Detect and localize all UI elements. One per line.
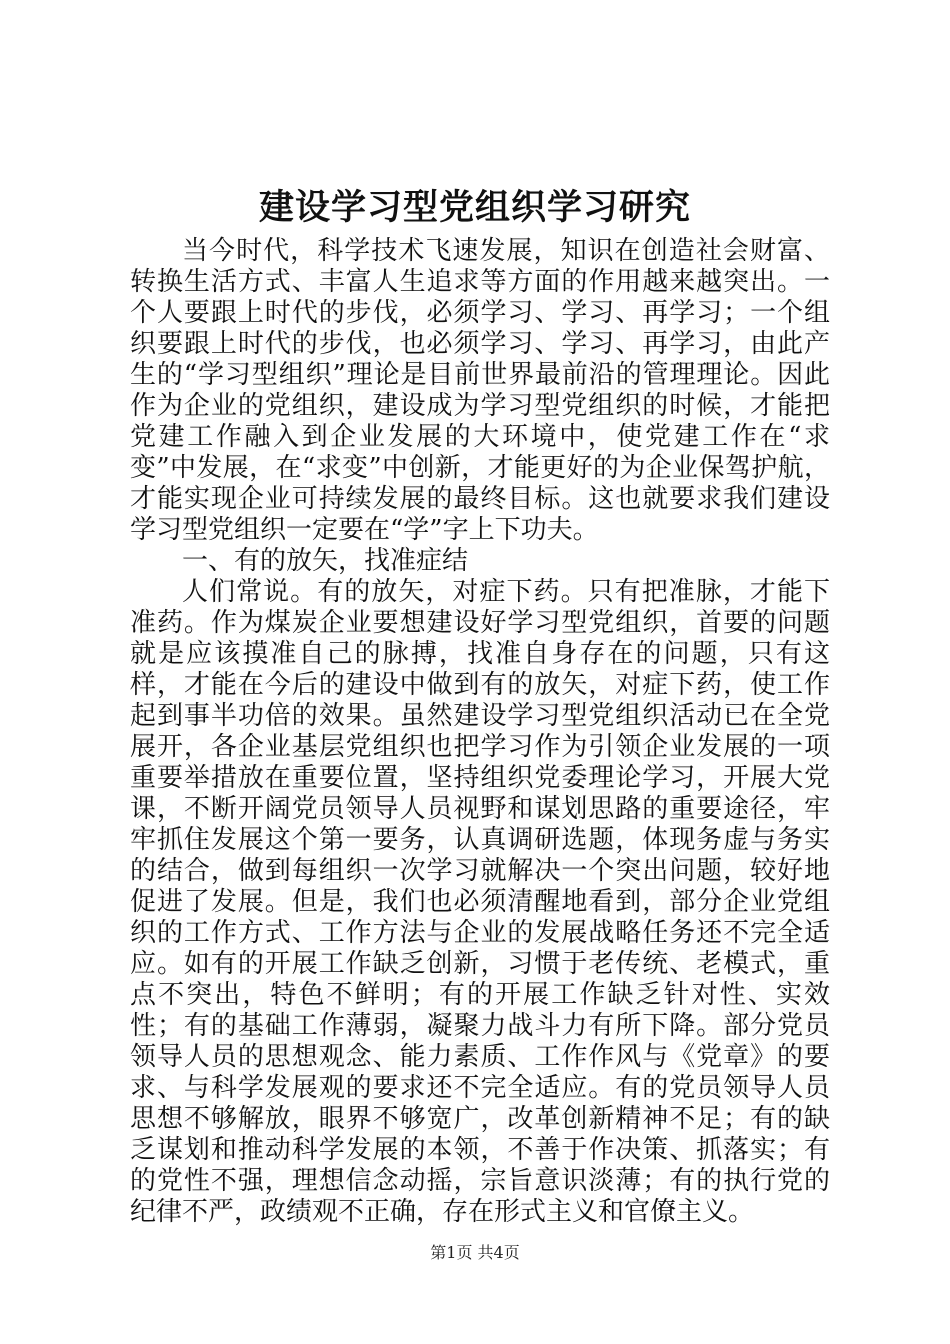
page-number-footer: 第1页 共4页 xyxy=(430,1243,520,1262)
document-title: 建设学习型党组织学习研究 xyxy=(258,187,691,228)
document-body xyxy=(130,236,830,1228)
paragraph-section-1: 人们常说。有的放矢，对症下药。只有把准脉，才能下准药。作为煤炭企业要想建设好学习型党组织，首要的问题就是应该摸准自己的脉搏，找准自身存在的问题，只有这样，才能在今后的建设中做到有的放矢，对症下药，使工作起到事半功倍的效果。虽然建设学习型党组织活动已在全党展开，各企业基层党组织也把学习作为引领企业发展的一项重要举措放在重要位置，坚持组织党委理论学习，开展大党课，不断开阔党员领导人员视野和谋划思路的重要途径，牢牢抓住发展这个第一要务，认真调研选题，体现务虚与务实的结合，做到每组织一次学习就解决一个突出问题，较好地促进了发展。但是，我们也必须清醒地看到，部分企业党组织的工作方式、工作方法与企业的发展战略任务还不完全适应。如有的开展工作缺乏创新，习惯于老传统、老模式，重点不突出，特色不鲜明；有的开展工作缺乏针对性、实效性；有的基础工作薄弱，凝聚力战斗力有所下降。部分党员领导人员的思想观念、能力素质、工作作风与《党章》的要求、与科学发展观的要求还不完全适应。有的党员领导人员思想不够解放，眼界不够宽广，改革创新精神不足；有的缺乏谋划和推动科学发展的本领，不善于作决策、抓落实；有的党性不强，理想信念动摇，宗旨意识淡薄；有的执行党的纪律不严，政绩观不正确，存在形式主义和官僚主义。 xyxy=(130,577,830,1227)
paragraph-intro: 当今时代，科学技术飞速发展，知识在创造社会财富、转换生活方式、丰富人生追求等方面的作用越来越突出。一个人要跟上时代的步伐，必须学习、学习、再学习；一个组织要跟上时代的步伐，也必须学习、学习、再学习，由此产生的“学习型组织”理论是目前世界最前沿的管理理论。因此作为企业的党组织，建设成为学习型党组织的时候，才能把党建工作融入到企业发展的大环境中，使党建工作在“求变”中发展，在“求变”中创新，才能更好的为企业保驾护航，才能实现企业可持续发展的最终目标。这也就要求我们建设学习型党组织一定要在“学”字上下功夫。 xyxy=(130,236,830,545)
section-heading-1: 一、有的放矢，找准症结 xyxy=(182,546,469,576)
